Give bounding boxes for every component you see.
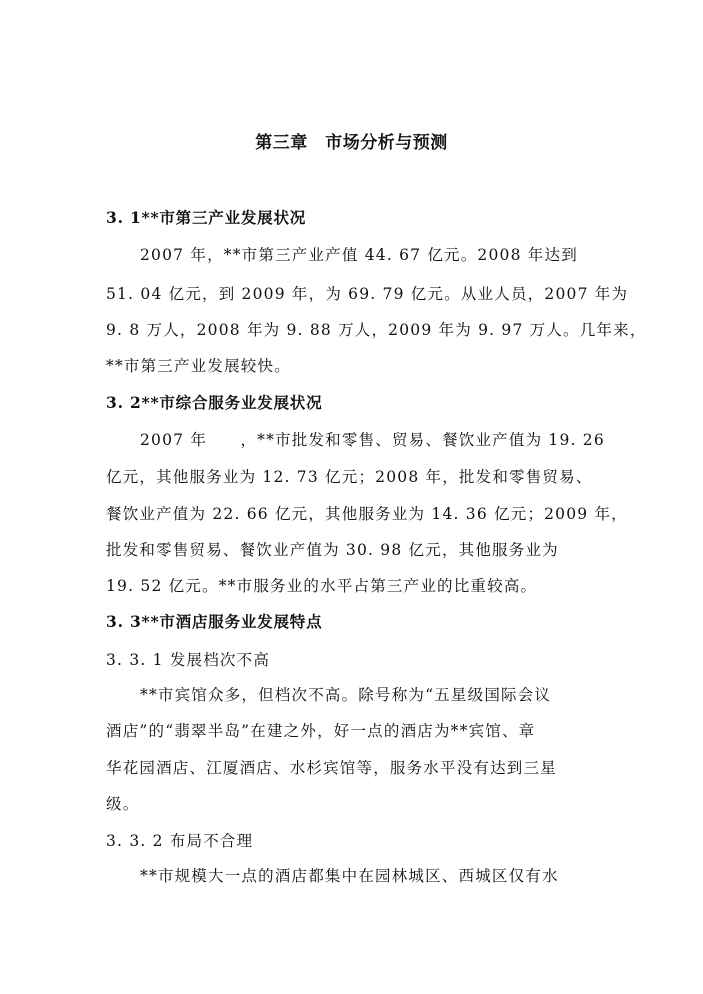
section-heading-3-3: 3. 3**市酒店服务业发展特点 — [106, 612, 323, 631]
paragraph-line: 亿元，其他服务业为 12. 73 亿元；2008 年，批发和零售贸易、 — [106, 468, 593, 486]
section-heading-3-2: 3. 2**市综合服务业发展状况 — [106, 393, 323, 412]
paragraph-line: **市第三产业发展较快。 — [106, 357, 291, 375]
paragraph-line: **市宾馆众多，但档次不高。除号称为“五星级国际会议 — [140, 686, 552, 704]
chapter-title: 第三章 市场分析与预测 — [255, 133, 448, 153]
paragraph-line: **市规模大一点的酒店都集中在园林城区、西城区仅有水 — [140, 867, 559, 885]
paragraph-line: 2007 年 ，**市批发和零售、贸易、餐饮业产值为 19. 26 — [140, 431, 605, 449]
paragraph-line: 51. 04 亿元，到 2009 年，为 69. 79 亿元。从业人员，2007 年为 — [106, 285, 629, 303]
subsection-heading-3-3-1: 3. 3. 1 发展档次不高 — [106, 651, 271, 669]
paragraph-line: 酒店”的“翡翠半岛”在建之外，好一点的酒店为**宾馆、章 — [106, 722, 536, 740]
subsection-heading-3-3-2: 3. 3. 2 布局不合理 — [106, 832, 254, 850]
paragraph-line: 级。 — [106, 795, 140, 813]
paragraph-line: 批发和零售贸易、餐饮业产值为 30. 98 亿元，其他服务业为 — [106, 541, 559, 559]
paragraph-line: 9. 8 万人，2008 年为 9. 88 万人，2009 年为 9. 97 万人。几年来， — [106, 321, 647, 339]
paragraph-line: 2007 年，**市第三产业产值 44. 67 亿元。2008 年达到 — [140, 246, 578, 264]
paragraph-line: 华花园酒店、江厦酒店、水杉宾馆等，服务水平没有达到三星 — [106, 759, 557, 777]
section-heading-3-1: 3. 1**市第三产业发展状况 — [106, 208, 307, 227]
paragraph-line: 餐饮业产值为 22. 66 亿元，其他服务业为 14. 36 亿元；2009 年， — [106, 505, 628, 523]
paragraph-line: 19. 52 亿元。**市服务业的水平占第三产业的比重较高。 — [106, 577, 538, 595]
